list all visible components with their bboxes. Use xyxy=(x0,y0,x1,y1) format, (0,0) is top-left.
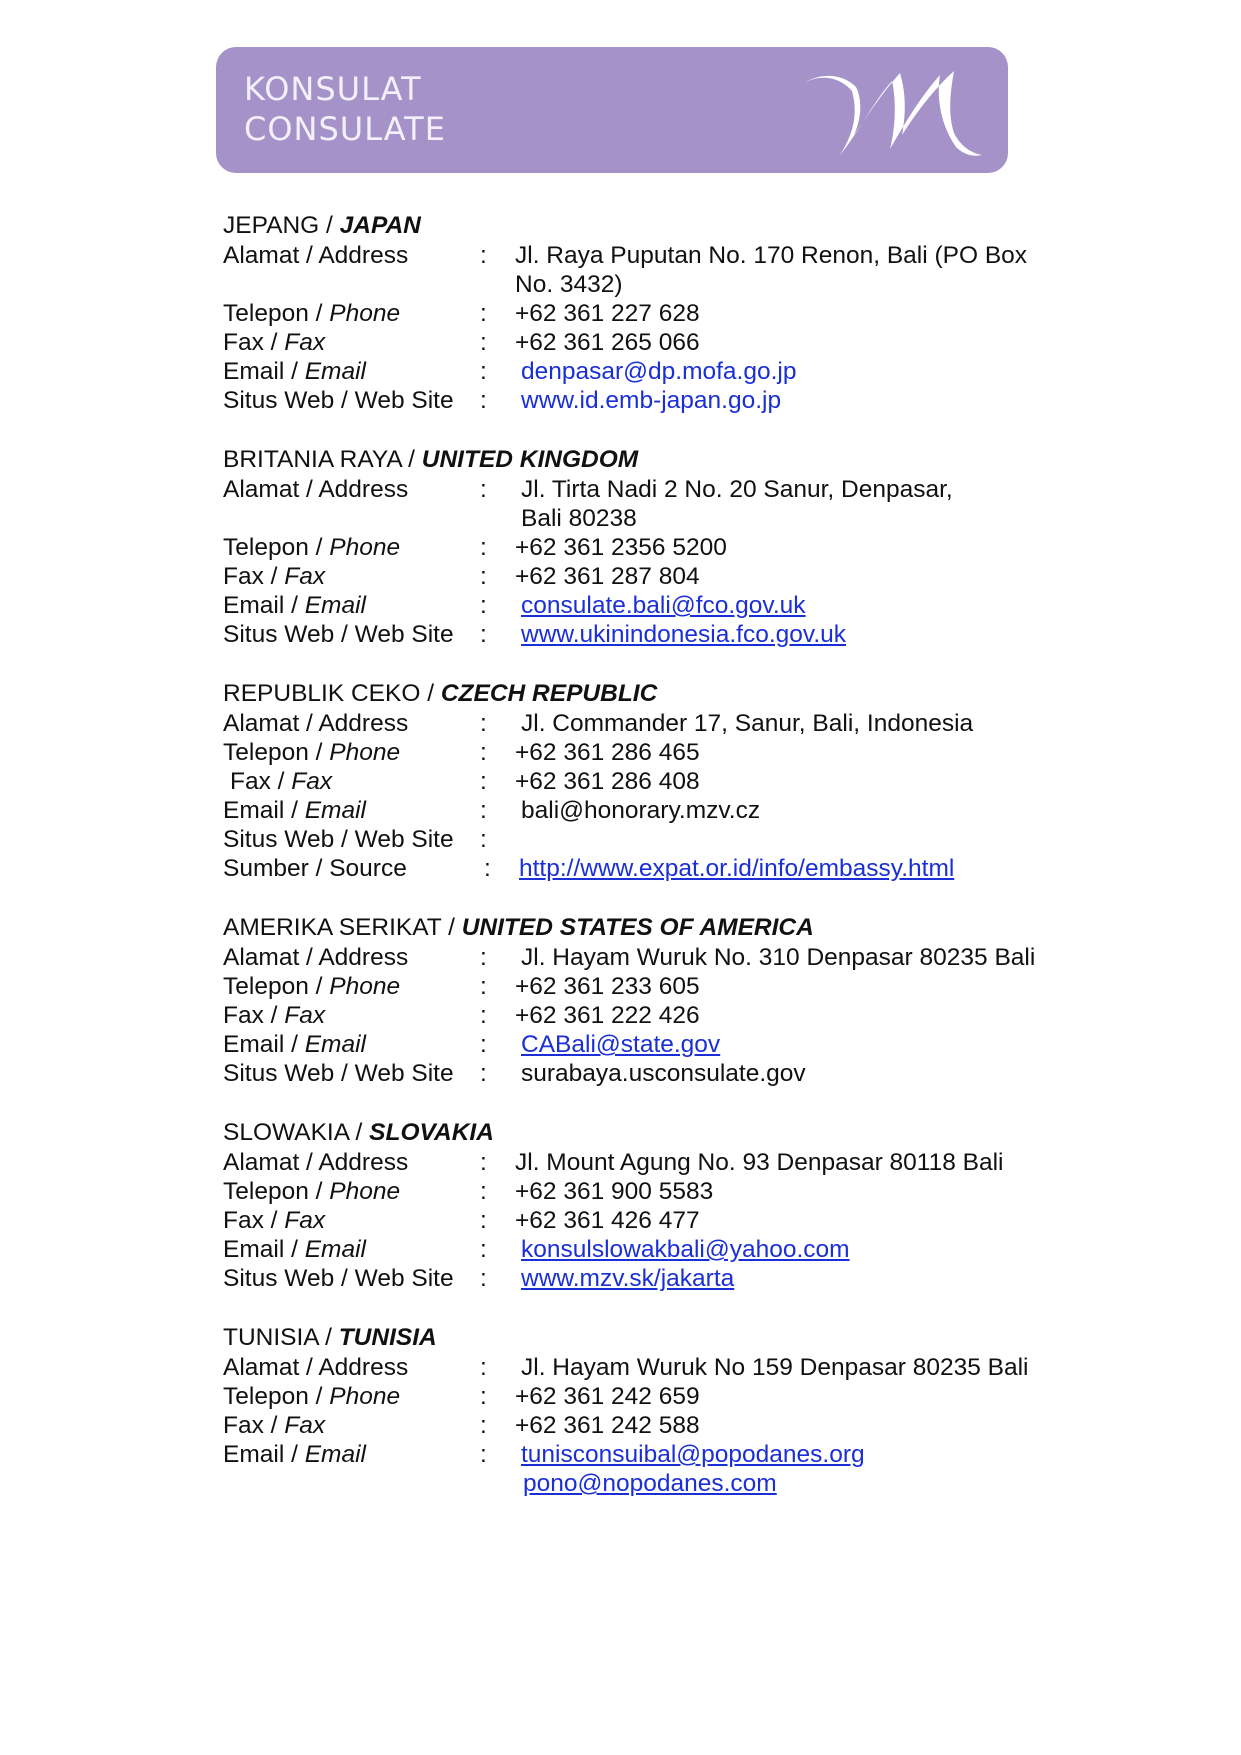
source-row xyxy=(223,854,1123,883)
colon: : xyxy=(480,1441,487,1468)
phone-value: +62 361 233 605 xyxy=(515,973,700,1000)
email-row xyxy=(223,1440,1123,1498)
colon: : xyxy=(480,1207,487,1234)
website-value: surabaya.usconsulate.gov xyxy=(521,1060,806,1087)
email-label: Email / Email xyxy=(223,1441,366,1468)
colon: : xyxy=(480,710,487,737)
consulate-heading xyxy=(223,679,1123,709)
website-row xyxy=(223,620,1123,649)
email-row xyxy=(223,591,1123,620)
colon: : xyxy=(480,621,487,648)
colon: : xyxy=(480,592,487,619)
consulate-japan xyxy=(223,211,1123,415)
phone-value: +62 361 242 659 xyxy=(515,1383,700,1410)
colon: : xyxy=(480,1236,487,1263)
colon: : xyxy=(480,768,487,795)
website-value xyxy=(515,825,1061,854)
email-label: Email / Email xyxy=(223,358,366,385)
fax-label: Fax / Fax xyxy=(223,329,326,356)
address-row xyxy=(223,1148,1123,1177)
fax-value: +62 361 287 804 xyxy=(515,563,700,590)
email-label: Email / Email xyxy=(223,592,366,619)
colon: : xyxy=(480,1031,487,1058)
colon: : xyxy=(480,1412,487,1439)
country-name-id: JEPANG / xyxy=(223,212,340,239)
colon: : xyxy=(480,1060,487,1087)
website-label: Situs Web / Web Site xyxy=(223,621,454,648)
country-name-id: SLOWAKIA / xyxy=(223,1119,370,1146)
country-name-id: AMERIKA SERIKAT / xyxy=(223,914,462,941)
fax-value: +62 361 242 588 xyxy=(515,1412,700,1439)
email-row xyxy=(223,1030,1123,1059)
website-row xyxy=(223,825,1123,854)
phone-label: Telepon / Phone xyxy=(223,534,401,561)
colon: : xyxy=(480,242,487,269)
fax-value: +62 361 426 477 xyxy=(515,1207,700,1234)
header-banner xyxy=(216,47,1008,173)
banner-title-line2: CONSULATE xyxy=(244,110,446,148)
address-value: Jl. Commander 17, Sanur, Bali, Indonesia xyxy=(521,710,974,737)
consulate-list xyxy=(223,211,1123,1528)
address-row xyxy=(223,241,1123,299)
email-link[interactable]: denpasar@dp.mofa.go.jp xyxy=(521,358,797,385)
phone-value: +62 361 286 465 xyxy=(515,739,700,766)
colon: : xyxy=(480,944,487,971)
country-name-en: JAPAN xyxy=(339,212,421,239)
website-label: Situs Web / Web Site xyxy=(223,387,454,414)
colon: : xyxy=(480,329,487,356)
phone-value: +62 361 227 628 xyxy=(515,300,700,327)
email-row xyxy=(223,357,1123,386)
website-row xyxy=(223,386,1123,415)
consulate-united-states xyxy=(223,913,1123,1088)
colon: : xyxy=(480,563,487,590)
phone-label: Telepon / Phone xyxy=(223,300,401,327)
fax-label: Fax / Fax xyxy=(223,1412,326,1439)
fax-row xyxy=(223,767,1123,796)
colon: : xyxy=(480,476,487,503)
address-label: Alamat / Address xyxy=(223,476,409,503)
address-value: Jl. Raya Puputan No. 170 Renon, Bali (PO Box No. 3432) xyxy=(515,242,1028,298)
email-link[interactable]: consulate.bali@fco.gov.uk xyxy=(521,592,806,619)
website-row xyxy=(223,1264,1123,1293)
consulate-tunisia xyxy=(223,1323,1123,1498)
phone-label: Telepon / Phone xyxy=(223,739,401,766)
colon: : xyxy=(480,358,487,385)
colon: : xyxy=(484,855,491,882)
email-label: Email / Email xyxy=(223,797,366,824)
address-label: Alamat / Address xyxy=(223,242,409,269)
fax-label: Fax / Fax xyxy=(230,768,333,795)
address-label: Alamat / Address xyxy=(223,944,409,971)
email-link[interactable]: konsulslowakbali@yahoo.com xyxy=(521,1236,850,1263)
colon: : xyxy=(480,826,487,853)
country-name-id: TUNISIA / xyxy=(223,1324,339,1351)
consulate-heading xyxy=(223,445,1123,475)
fax-row xyxy=(223,1411,1123,1440)
colon: : xyxy=(480,1149,487,1176)
source-label: Sumber / Source xyxy=(223,855,407,882)
phone-row xyxy=(223,1382,1123,1411)
website-link[interactable]: www.ukinindonesia.fco.gov.uk xyxy=(521,621,847,648)
colon: : xyxy=(480,797,487,824)
colon: : xyxy=(480,973,487,1000)
consulate-czech-republic xyxy=(223,679,1123,883)
phone-value: +62 361 900 5583 xyxy=(515,1178,714,1205)
address-row xyxy=(223,475,1123,533)
country-name-en: UNITED KINGDOM xyxy=(421,446,639,473)
fax-row xyxy=(223,1206,1123,1235)
fax-row xyxy=(223,562,1123,591)
email-row xyxy=(223,1235,1123,1264)
consulate-heading xyxy=(223,913,1123,943)
colon: : xyxy=(480,534,487,561)
colon: : xyxy=(480,1383,487,1410)
address-value: Jl. Hayam Wuruk No. 310 Denpasar 80235 Bali xyxy=(521,944,1036,971)
country-name-id: BRITANIA RAYA / xyxy=(223,446,422,473)
fax-row xyxy=(223,328,1123,357)
fax-row xyxy=(223,1001,1123,1030)
address-value: Jl. Tirta Nadi 2 No. 20 Sanur, Denpasar, Bali 80238 xyxy=(521,476,953,532)
email-link[interactable]: CABali@state.gov xyxy=(521,1031,721,1058)
colon: : xyxy=(480,1354,487,1381)
address-label: Alamat / Address xyxy=(223,1354,409,1381)
email-label: Email / Email xyxy=(223,1031,366,1058)
fax-label: Fax / Fax xyxy=(223,1207,326,1234)
phone-row xyxy=(223,533,1123,562)
consulate-heading xyxy=(223,1323,1123,1353)
email-link-secondary[interactable]: pono@nopodanes.com xyxy=(523,1470,777,1497)
email-label: Email / Email xyxy=(223,1236,366,1263)
website-label: Situs Web / Web Site xyxy=(223,1265,454,1292)
fax-value: +62 361 286 408 xyxy=(515,768,700,795)
consulate-heading xyxy=(223,211,1123,241)
address-label: Alamat / Address xyxy=(223,1149,409,1176)
website-label: Situs Web / Web Site xyxy=(223,826,454,853)
address-label: Alamat / Address xyxy=(223,710,409,737)
website-link[interactable]: www.id.emb-japan.go.jp xyxy=(521,387,782,414)
address-value: Jl. Mount Agung No. 93 Denpasar 80118 Bali xyxy=(515,1149,1004,1176)
phone-label: Telepon / Phone xyxy=(223,1383,401,1410)
consulate-united-kingdom xyxy=(223,445,1123,649)
country-name-en: UNITED STATES OF AMERICA xyxy=(461,914,814,941)
source-link[interactable]: http://www.expat.or.id/info/embassy.html xyxy=(519,855,955,882)
banner-title xyxy=(244,69,446,149)
fax-value: +62 361 265 066 xyxy=(515,329,700,356)
fax-label: Fax / Fax xyxy=(223,1002,326,1029)
consulate-slovakia xyxy=(223,1118,1123,1293)
stylized-m-logo-icon xyxy=(796,61,986,161)
address-row xyxy=(223,943,1123,972)
colon: : xyxy=(480,739,487,766)
colon: : xyxy=(480,1178,487,1205)
banner-title-line1: KONSULAT xyxy=(244,70,422,108)
phone-value: +62 361 2356 5200 xyxy=(515,534,727,561)
address-value: Jl. Hayam Wuruk No 159 Denpasar 80235 Bali xyxy=(521,1354,1029,1381)
email-link[interactable]: tunisconsuibal@popodanes.org xyxy=(521,1441,865,1468)
fax-value: +62 361 222 426 xyxy=(515,1002,700,1029)
colon: : xyxy=(480,1265,487,1292)
website-label: Situs Web / Web Site xyxy=(223,1060,454,1087)
country-name-en: CZECH REPUBLIC xyxy=(440,680,658,707)
phone-label: Telepon / Phone xyxy=(223,973,401,1000)
colon: : xyxy=(480,387,487,414)
country-name-id: REPUBLIK CEKO / xyxy=(223,680,441,707)
address-row xyxy=(223,1353,1123,1382)
email-value: bali@honorary.mzv.cz xyxy=(521,797,761,824)
phone-row xyxy=(223,972,1123,1001)
website-link[interactable]: www.mzv.sk/jakarta xyxy=(521,1265,735,1292)
email-row xyxy=(223,796,1123,825)
address-row xyxy=(223,709,1123,738)
colon: : xyxy=(480,300,487,327)
phone-row xyxy=(223,1177,1123,1206)
phone-row xyxy=(223,299,1123,328)
consulate-heading xyxy=(223,1118,1123,1148)
country-name-en: TUNISIA xyxy=(338,1324,437,1351)
phone-label: Telepon / Phone xyxy=(223,1178,401,1205)
website-row xyxy=(223,1059,1123,1088)
fax-label: Fax / Fax xyxy=(223,563,326,590)
phone-row xyxy=(223,738,1123,767)
country-name-en: SLOVAKIA xyxy=(369,1119,494,1146)
colon: : xyxy=(480,1002,487,1029)
